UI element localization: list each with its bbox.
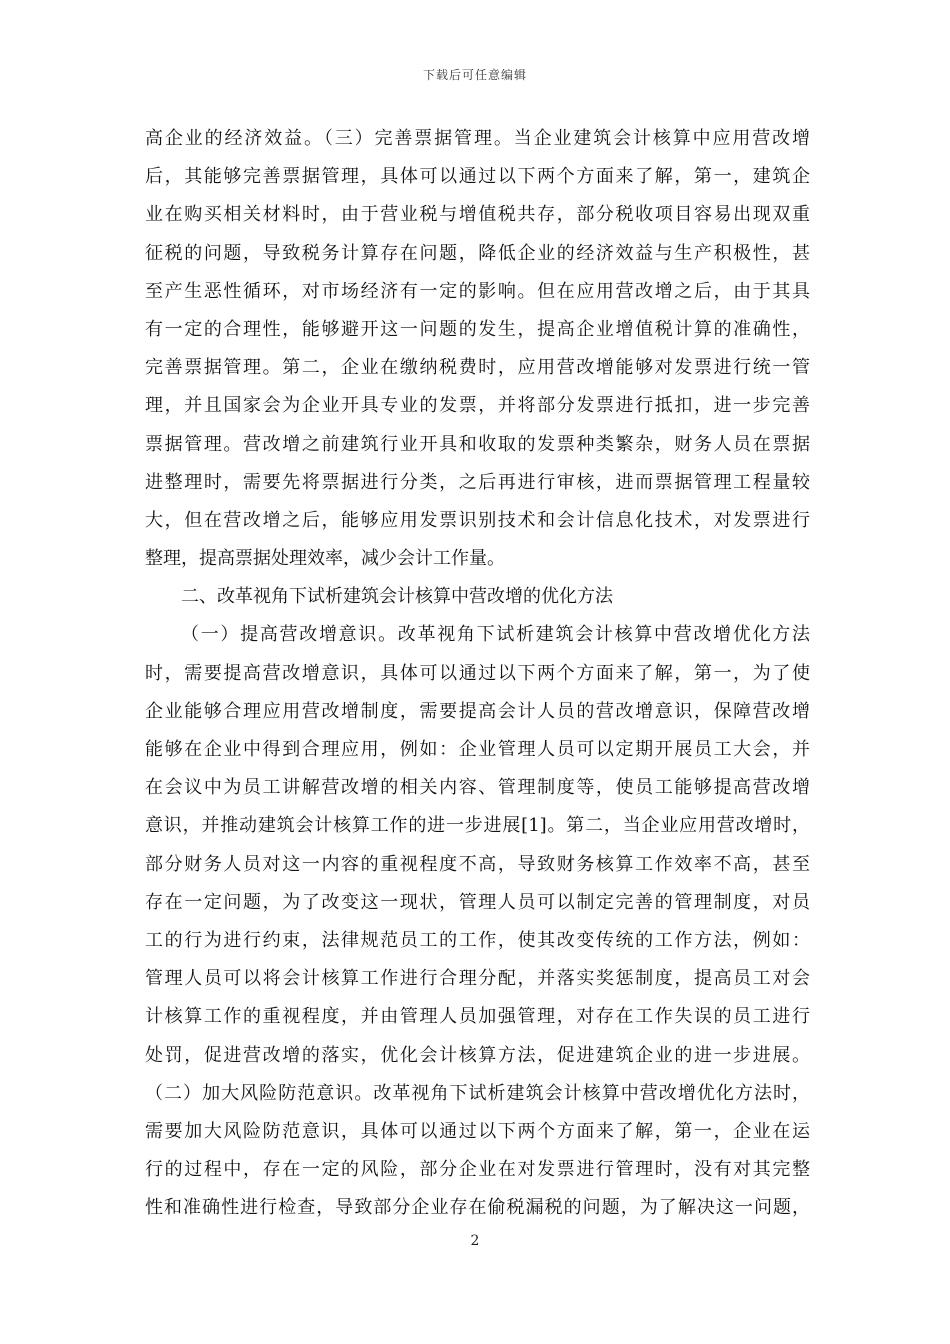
paragraph-line: 企业能够合理应用营改增制度，需要提高会计人员的营改增意识，保障营改增	[145, 700, 810, 722]
document-body	[145, 120, 810, 1227]
paragraph-line: 整理，提高票据处理效率，减少会计工作量。	[145, 548, 505, 570]
paragraph-line: 工的行为进行约束，法律规范员工的工作，使其改变传统的工作方法，例如：	[145, 929, 810, 951]
paragraph-line: 行的过程中，存在一定的风险，部分企业在对发票进行管理时，没有对其完整	[145, 1159, 810, 1181]
paragraph-line: 完善票据管理。第二，企业在缴纳税费时，应用营改增能够对发票进行统一管	[145, 357, 810, 379]
page-number: 2	[470, 1233, 480, 1249]
paragraph-line: 存在一定问题，为了改变这一现状，管理人员可以制定完善的管理制度，对员	[145, 891, 810, 913]
paragraph-line: 时，需要提高营改增意识，具体可以通过以下两个方面来了解，第一，为了使	[145, 662, 810, 684]
paragraph-line: 管理人员可以将会计核算工作进行合理分配，并落实奖惩制度，提高员工对会	[145, 968, 810, 990]
paragraph-line: （一）提高营改增意识。改革视角下试析建筑会计核算中营改增优化方法	[181, 624, 810, 646]
section-heading: 二、改革视角下试析建筑会计核算中营改增的优化方法	[181, 586, 613, 608]
paragraph-line: 至产生恶性循环，对市场经济有一定的影响。但在应用营改增之后，由于其具	[145, 280, 810, 302]
paragraph-line: 在会议中为员工讲解营改增的相关内容、管理制度等，使员工能够提高营改增	[145, 777, 810, 799]
paragraph-line: 部分财务人员对这一内容的重视程度不高，导致财务核算工作效率不高，甚至	[145, 853, 810, 875]
paragraph-line: 征税的问题，导致税务计算存在问题，降低企业的经济效益与生产积极性，甚	[145, 242, 810, 264]
paragraph-line: 理，并且国家会为企业开具专业的发票，并将部分发票进行抵扣，进一步完善	[145, 395, 810, 417]
paragraph-line: 进整理时，需要先将票据进行分类，之后再进行审核，进而票据管理工程量较	[145, 471, 810, 493]
paragraph-line: 业在购买相关材料时，由于营业税与增值税共存，部分税收项目容易出现双重	[145, 204, 810, 226]
paragraph-line: （二）加大风险防范意识。改革视角下试析建筑会计核算中营改增优化方法时，	[145, 1082, 810, 1104]
paragraph-line: 需要加大风险防范意识，具体可以通过以下两个方面来了解，第一，企业在运	[145, 1120, 810, 1142]
page-header-note: 下载后可任意编辑	[422, 68, 527, 82]
paragraph-line: 意识，并推动建筑会计核算工作的进一步进展[1]。第二，当企业应用营改增时，	[145, 815, 810, 837]
paragraph-line: 处罚，促进营改增的落实，优化会计核算方法，促进建筑企业的进一步进展。	[145, 1044, 810, 1066]
paragraph-line: 计核算工作的重视程度，并由管理人员加强管理，对存在工作失误的员工进行	[145, 1006, 810, 1028]
paragraph-line: 性和准确性进行检查，导致部分企业存在偷税漏税的问题，为了解决这一问题，	[145, 1197, 810, 1219]
paragraph-line: 有一定的合理性，能够避开这一问题的发生，提高企业增值税计算的准确性，	[145, 318, 810, 340]
paragraph-line: 高企业的经济效益。（三）完善票据管理。当企业建筑会计核算中应用营改增	[145, 128, 810, 149]
paragraph-line: 后，其能够完善票据管理，具体可以通过以下两个方面来了解，第一，建筑企	[145, 166, 810, 188]
paragraph-line: 票据管理。营改增之前建筑行业开具和收取的发票种类繁杂，财务人员在票据	[145, 433, 810, 455]
paragraph-line: 能够在企业中得到合理应用，例如：企业管理人员可以定期开展员工大会，并	[145, 739, 810, 760]
paragraph-line: 大，但在营改增之后，能够应用发票识别技术和会计信息化技术，对发票进行	[145, 509, 810, 531]
